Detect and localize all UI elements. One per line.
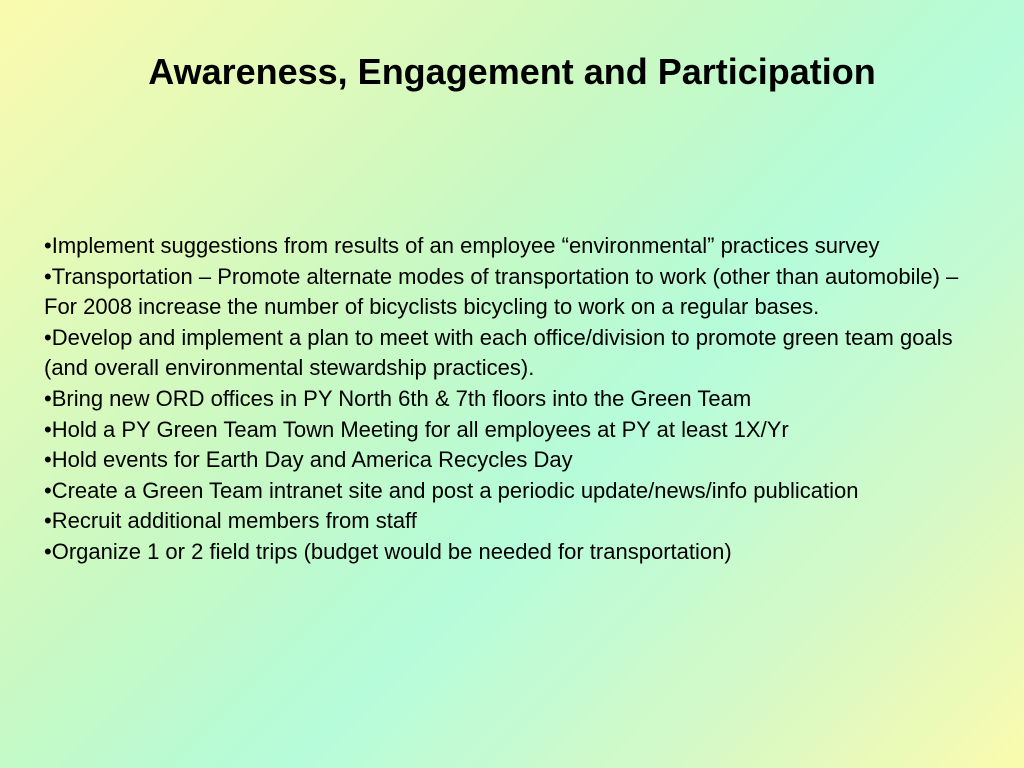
- bullet-item-ord-offices: •Bring new ORD offices in PY North 6th & 7th floors into the Green Team: [44, 385, 752, 411]
- bullet-item-office-plan: •Develop and implement a plan to meet with each office/division to promote green team goals (and overall environmental stewardship practices).: [44, 324, 953, 381]
- bullet-item-field-trips: •Organize 1 or 2 field trips (budget would be needed for transportation): [44, 538, 732, 564]
- bullet-item-recruit: •Recruit additional members from staff: [44, 508, 417, 534]
- bullet-list: [44, 231, 964, 568]
- bullet-item-events: •Hold events for Earth Day and America Recycles Day: [44, 447, 573, 473]
- bullet-item-intranet: •Create a Green Team intranet site and post a periodic update/news/info publication: [44, 477, 859, 503]
- bullet-item-town-meeting: •Hold a PY Green Team Town Meeting for all employees at PY at least 1X/Yr: [44, 416, 789, 442]
- bullet-item-survey: •Implement suggestions from results of an employee “environmental” practices survey: [44, 233, 880, 258]
- slide-title: Awareness, Engagement and Participation: [148, 51, 876, 92]
- bullet-item-transportation: •Transportation – Promote alternate modes of transportation to work (other than automobile) – For 2008 increase the number of bicyclists bicycling to work on a regular bases.: [44, 263, 959, 320]
